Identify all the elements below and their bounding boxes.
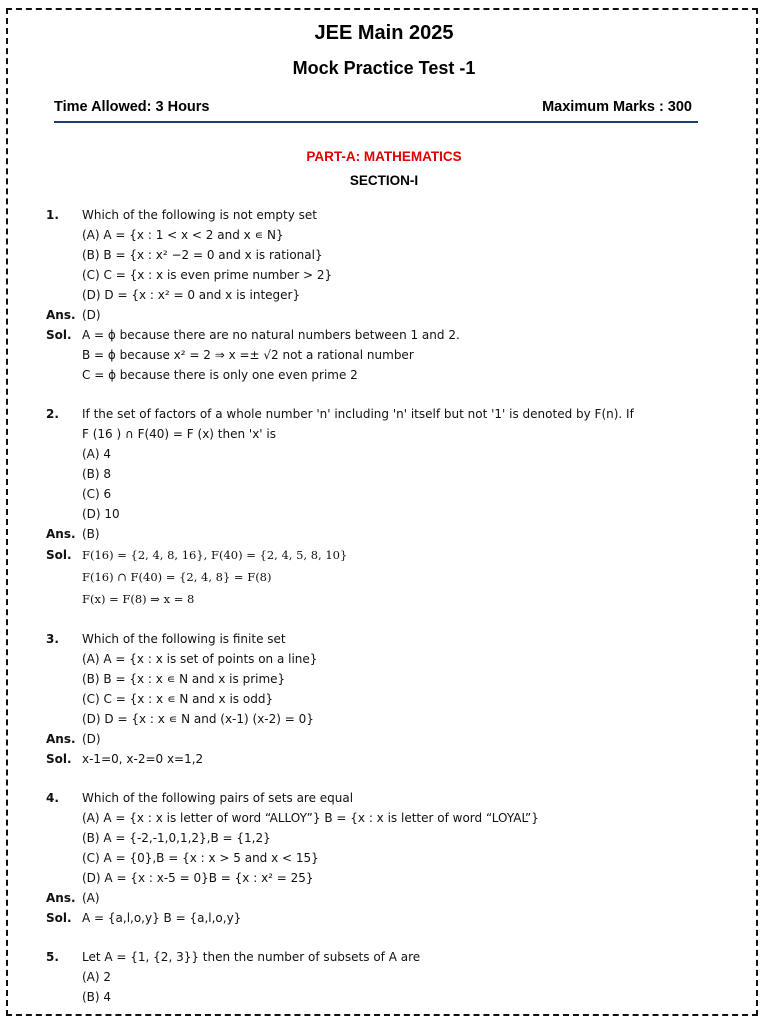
option-line-text: (B) 8: [82, 467, 112, 481]
option-line-text: (B) 4: [82, 990, 112, 1004]
option-line: [0, 464, 768, 484]
question-5: [0, 947, 768, 1007]
solution-line-text: F(16) ∩ F(40) = {2, 4, 8} = F(8): [82, 570, 272, 584]
option-line: [0, 245, 768, 265]
option-line-text: (D) A = {x : x-5 = 0}B = {x : x² = 25}: [82, 871, 314, 885]
question-text-line-text: F (16 ) ∩ F(40) = F (x) then 'x' is: [82, 427, 277, 441]
option-line-text: (A) A = {x : x is set of points on a line}: [82, 652, 318, 666]
solution-line: [0, 749, 768, 769]
solution-line-label: Sol.: [46, 752, 72, 766]
question-3: [0, 629, 768, 769]
solution-line: [0, 588, 768, 610]
question-2: [0, 404, 768, 610]
question-text-line-text: Which of the following pairs of sets are equal: [82, 791, 354, 805]
option-line-text: (D) D = {x : x² = 0 and x is integer}: [82, 288, 301, 302]
maximum-marks: Maximum Marks : 300: [542, 99, 692, 115]
option-line-text: (B) B = {x : x² −2 = 0 and x is rational}: [82, 248, 323, 262]
question-text-line-text: Which of the following is finite set: [82, 632, 286, 646]
question-text-line: [0, 424, 768, 444]
option-line: [0, 669, 768, 689]
option-line-text: (A) 4: [82, 447, 112, 461]
question-text-line: [0, 205, 768, 225]
question-text-line-label: 1.: [46, 208, 59, 222]
solution-line-text: C = ϕ because there is only one even prime 2: [82, 368, 358, 382]
solution-line-text: x-1=0, x-2=0 x=1,2: [82, 752, 204, 766]
answer-line: [0, 305, 768, 325]
option-line: [0, 649, 768, 669]
option-line-text: (D) D = {x : x ∊ N and (x-1) (x-2) = 0}: [82, 712, 314, 726]
solution-line-text: A = {a,l,o,y} B = {a,l,o,y}: [82, 911, 242, 925]
solution-line-text: F(x) = F(8) ⇒ x = 8: [82, 592, 195, 606]
section-heading: SECTION-I: [349, 173, 419, 188]
solution-line: [0, 566, 768, 588]
solution-line: [0, 325, 768, 345]
solution-line: [0, 365, 768, 385]
answer-line-label: Ans.: [46, 732, 76, 746]
option-line-text: (A) 2: [82, 970, 112, 984]
option-line: [0, 987, 768, 1007]
part-heading: PART-A: MATHEMATICS: [306, 149, 462, 164]
answer-line-text: (D): [82, 732, 101, 746]
option-line-text: (D) 10: [82, 507, 120, 521]
option-line: [0, 808, 768, 828]
option-line: [0, 265, 768, 285]
option-line: [0, 709, 768, 729]
option-line: [0, 868, 768, 888]
option-line: [0, 828, 768, 848]
option-line-text: (B) B = {x : x ∊ N and x is prime}: [82, 672, 286, 686]
question-text-line: [0, 404, 768, 424]
question-text-line-text: If the set of factors of a whole number 'n' including 'n' itself but not '1' is denoted by F(n). If: [82, 407, 634, 421]
header-divider: [54, 121, 698, 123]
option-line: [0, 444, 768, 464]
question-text-line: [0, 629, 768, 649]
question-text-line-label: 2.: [46, 407, 59, 421]
option-line: [0, 484, 768, 504]
answer-line-text: (A): [82, 891, 100, 905]
question-text-line-text: Which of the following is not empty set: [82, 208, 317, 222]
solution-line-text: F(16) = {2, 4, 8, 16}, F(40) = {2, 4, 5, 8, 10}: [82, 548, 348, 562]
answer-line-label: Ans.: [46, 527, 76, 541]
option-line-text: (C) C = {x : x is even prime number > 2}: [82, 268, 333, 282]
solution-line-label: Sol.: [46, 328, 72, 342]
answer-line-text: (B): [82, 527, 100, 541]
option-line: [0, 504, 768, 524]
question-text-line-text: Let A = {1, {2, 3}} then the number of subsets of A are: [82, 950, 421, 964]
option-line-text: (C) A = {0},B = {x : x > 5 and x < 15}: [82, 851, 319, 865]
exam-title: JEE Main 2025: [314, 22, 454, 44]
question-text-line-label: 3.: [46, 632, 59, 646]
solution-line-text: B = ϕ because x² = 2 ⇒ x =± √2 not a rational number: [82, 348, 414, 362]
test-subtitle: Mock Practice Test -1: [292, 58, 476, 78]
option-line: [0, 285, 768, 305]
option-line: [0, 967, 768, 987]
question-text-line-label: 5.: [46, 950, 59, 964]
answer-line-text: (D): [82, 308, 101, 322]
question-text-line-label: 4.: [46, 791, 59, 805]
option-line: [0, 689, 768, 709]
option-line: [0, 848, 768, 868]
option-line-text: (B) A = {-2,-1,0,1,2},B = {1,2}: [82, 831, 271, 845]
time-allowed: Time Allowed: 3 Hours: [54, 99, 210, 115]
answer-line: [0, 729, 768, 749]
solution-line-text: A = ϕ because there are no natural numbers between 1 and 2.: [82, 328, 460, 342]
question-1: [0, 205, 768, 385]
answer-line-label: Ans.: [46, 891, 76, 905]
solution-line-label: Sol.: [46, 911, 72, 925]
option-line: [0, 225, 768, 245]
answer-line-label: Ans.: [46, 308, 76, 322]
option-line-text: (A) A = {x : 1 < x < 2 and x ∊ N}: [82, 228, 284, 242]
answer-line: [0, 524, 768, 544]
option-line-text: (A) A = {x : x is letter of word “ALLOY”} B = {x : x is letter of word “LOYAL”}: [82, 811, 539, 825]
answer-line: [0, 888, 768, 908]
question-4: [0, 788, 768, 928]
solution-line: [0, 544, 768, 566]
question-text-line: [0, 788, 768, 808]
option-line-text: (C) C = {x : x ∊ N and x is odd}: [82, 692, 274, 706]
solution-line: [0, 345, 768, 365]
question-list: [0, 205, 768, 1026]
solution-line-label: Sol.: [46, 548, 72, 562]
question-text-line: [0, 947, 768, 967]
solution-line: [0, 908, 768, 928]
option-line-text: (C) 6: [82, 487, 112, 501]
